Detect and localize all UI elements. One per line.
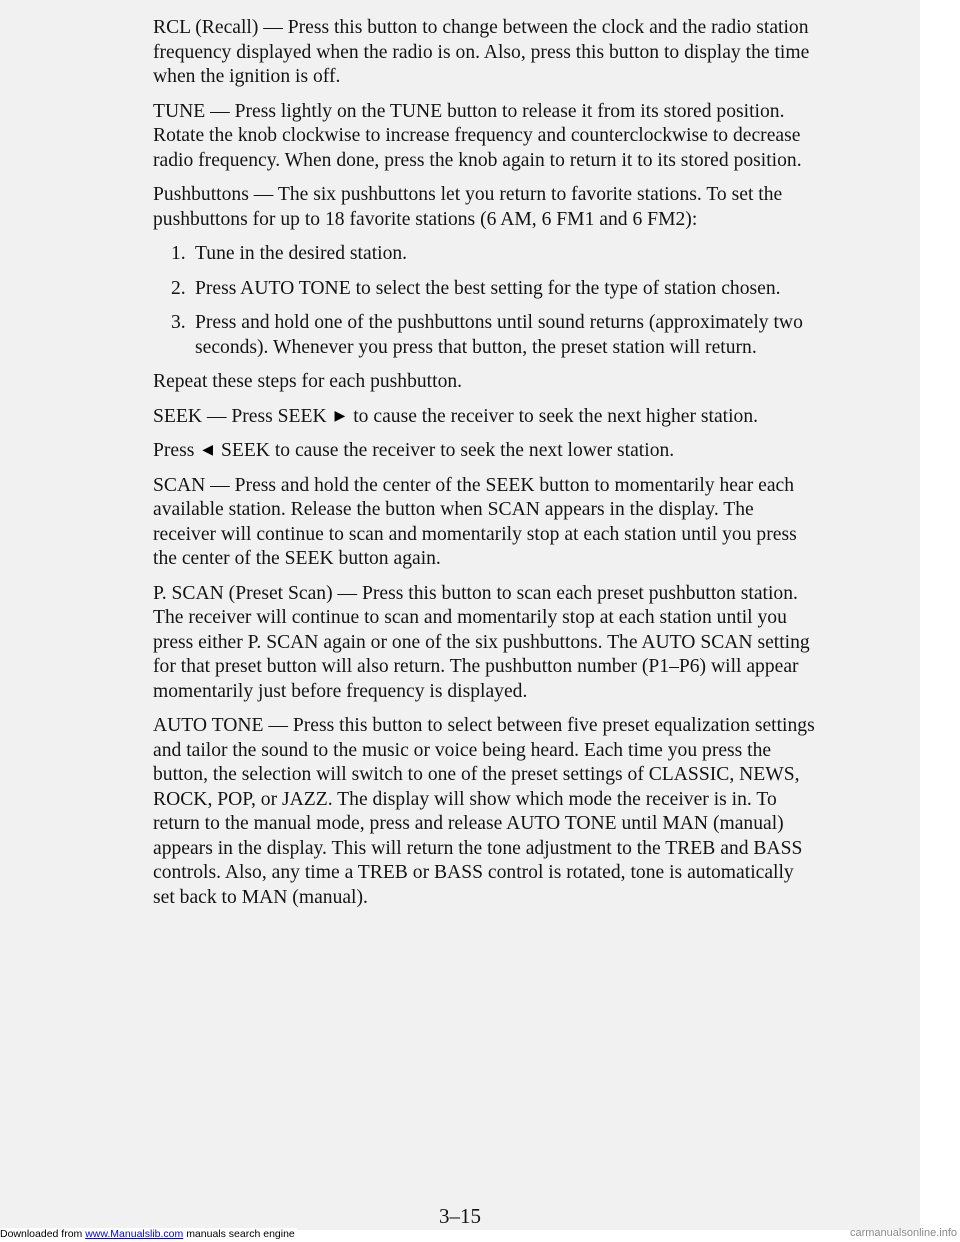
tune-paragraph: TUNE — Press lightly on the TUNE button to release it from its stored position. Rotate the knob clockwise to increase frequency and counterclockwise to decrease radio frequency. When done, press the knob again to return it to its stored position. — [153, 100, 802, 171]
list-item — [153, 242, 818, 267]
step-number: 1. — [171, 243, 186, 264]
page-content — [153, 16, 818, 920]
left-arrow-icon: ◀ — [202, 443, 214, 458]
scan-paragraph: SCAN — Press and hold the center of the SEEK button to momentarily hear each available station. Release the button when SCAN appears in the display. The receiver will continue to scan and momentarily stop at each station until you press the center of the SEEK button again. — [153, 474, 797, 569]
step-text: Press and hold one of the pushbuttons until sound returns (approximately two seconds). Whenever you press that button, the preset station will return. — [195, 312, 803, 358]
watermark: carmanualsonline.info — [849, 1227, 957, 1239]
seek-down-paragraph — [153, 439, 818, 464]
manualslib-link[interactable]: www.Manualslib.com — [85, 1228, 184, 1240]
auto-tone-paragraph: AUTO TONE — Press this button to select between five preset equalization settings and tailor the sound to the music or voice being heard. Each time you press the button, the selection will switch to one of the preset settings of CLASSIC, NEWS, ROCK, POP, or JAZZ. The display will show which mode the receiver is in. To return to the manual mode, press and release AUTO TONE until MAN (manual) appears in the display. This will return the tone adjustment to the TREB and BASS controls. Also, any time a TREB or BASS control is rotated, tone is automatically set back to MAN (manual). — [153, 715, 815, 908]
step-text: Tune in the desired station. — [195, 243, 408, 264]
rcl-paragraph: RCL (Recall) — Press this button to change between the clock and the radio station frequency displayed when the radio is on. Also, press this button to display the time when the ignition is off. — [153, 17, 810, 87]
pushbuttons-paragraph: Pushbuttons — The six pushbuttons let you return to favorite stations. To set the pushbuttons for up to 18 favorite stations (6 AM, 6 FM1 and 6 FM2): — [153, 184, 783, 230]
seek-down-text-end: SEEK to cause the receiver to seek the next lower station. — [220, 440, 675, 461]
seek-text-end: to cause the receiver to seek the next higher station. — [353, 405, 759, 427]
footer-prefix: Downloaded from — [0, 1228, 83, 1240]
list-item — [153, 311, 818, 360]
footer-suffix: manuals search engine — [186, 1228, 295, 1240]
step-text: Press AUTO TONE to select the best setting for the type of station chosen. — [195, 277, 781, 299]
page-number: 3–15 — [439, 1204, 481, 1228]
preset-scan-paragraph: P. SCAN (Preset Scan) — Press this button to scan each preset pushbutton station. The receiver will continue to scan and momentarily stop at each station until you press either P. SCAN again or one of the six pushbuttons. The AUTO SCAN setting for that preset button will also return. The pushbutton number (P1–P6) will appear momentarily just before frequency is displayed. — [153, 582, 810, 702]
seek-paragraph — [153, 405, 818, 430]
seek-down-text-start: Press — [153, 440, 195, 461]
step-number: 3. — [171, 312, 186, 333]
pushbutton-steps-list — [153, 242, 818, 360]
repeat-paragraph: Repeat these steps for each pushbutton. — [153, 371, 463, 392]
download-footer — [0, 1228, 297, 1240]
list-item — [153, 277, 818, 302]
right-arrow-icon: ▶ — [334, 408, 346, 424]
step-number: 2. — [171, 277, 186, 299]
seek-text-start: SEEK — Press SEEK — [153, 405, 327, 427]
